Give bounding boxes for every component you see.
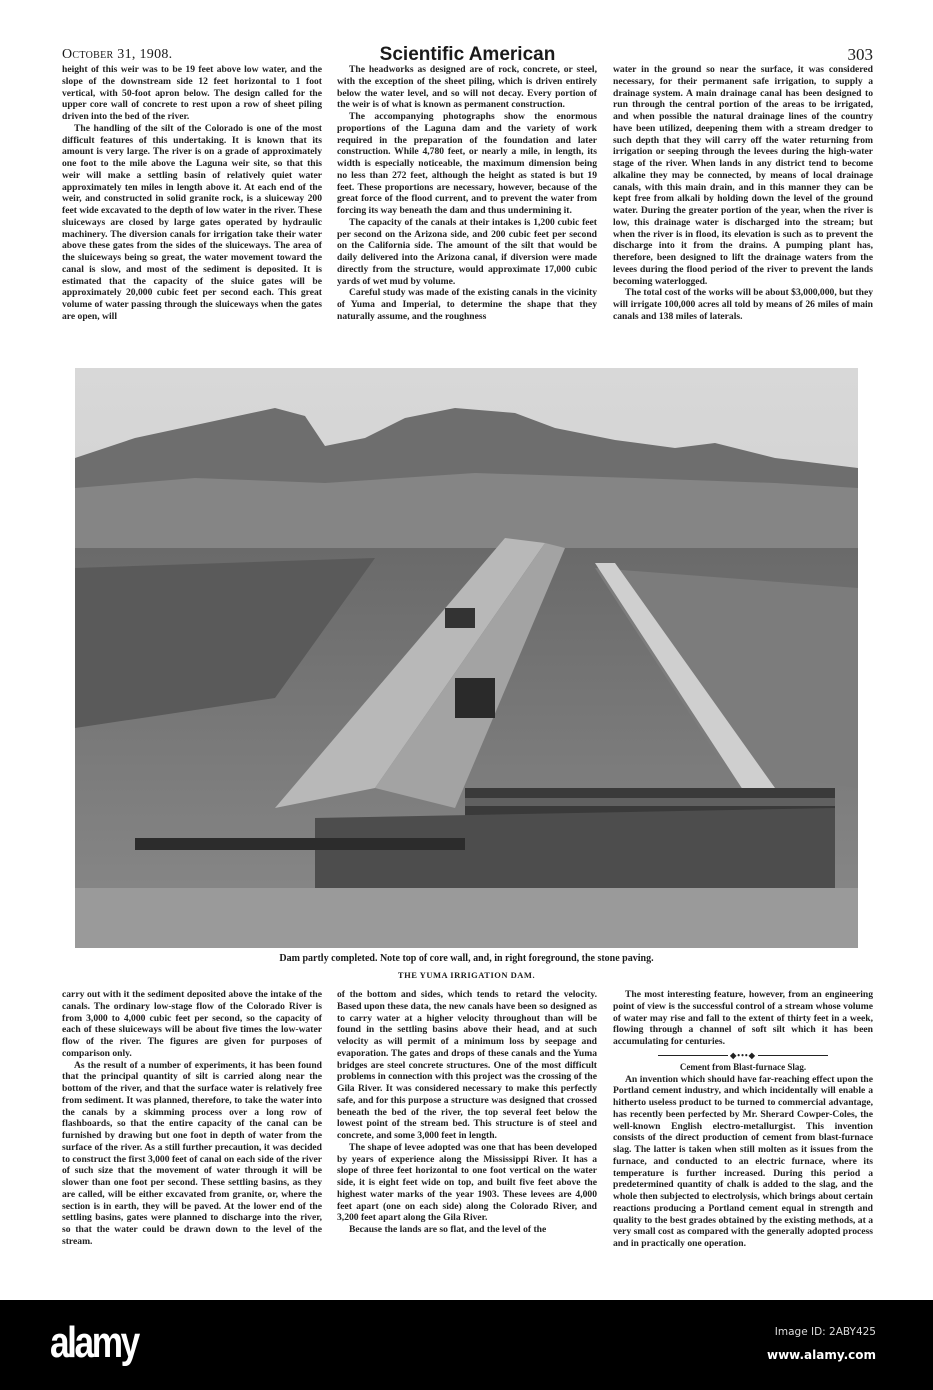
paragraph: The headworks as designed are of rock, concrete, or steel, with the exception of the sheet piling, which is driven entirely below the water level, and so will not decay. Every portion of the weir is of what is known as permanent construction. <box>337 64 597 111</box>
top-column-2 <box>337 64 597 323</box>
article-title: Cement from Blast-furnace Slag. <box>679 1061 807 1072</box>
paragraph: of the bottom and sides, which tends to retard the velocity. Based upon these data, the new canals have been so designed as to carry water at a higher velocity throughout than will be found in the settling basins above their head, and at such velocity as will permit of a minimum loss by seepage and evaporation. The gates and drops of these canals and the Yuma bridges are steel concrete structures. One of the most difficult problems in connection with this project was the crossing of the Gila River. It was considered necessary to make this perfectly safe, and for this purpose a structure was designed that crossed beneath the bed of the river, the top several feet below the lowest point of the stream bed. This structure is of steel and concrete, and some 3,000 feet in length. <box>337 989 597 1141</box>
paragraph: water in the ground so near the surface, it was considered necessary, for their permanent safe irrigation, to supply a drainage system. A main drainage canal has been designed to run through the central portion of the areas to be irrigated, and when possible the natural drainage lines of the country have been utilized, deepening them with a stream dredger to such depth that they will carry off the water returning from irrigation or seeping through the levees during the high-water stage of the river. When lands in any district tend to become alkaline they may be connected, by means of local drainage canals, with this main drain, and in this manner they can be kept free from alkali by holding down the level of the ground water. During the greater portion of the year, when the river is low, this drainage water is discharged into the stream; but when the river is in flood, its elevation is such as to prevent the discharge into it from the drains. A pumping plant has, therefore, been designed to lift the drainage waters from the levees during the flood period of the river to prevent the lands becoming waterlogged. <box>613 64 873 287</box>
bottom-column-1 <box>62 989 322 1248</box>
paragraph: The accompanying photographs show the enormous proportions of the Laguna dam and the variety of work required in the preparation of the foundation and later construction. While 4,780 feet, or nearly a mile, in length, its width is especially noticeable, the maximum dimension being no less than 272 feet, although the height as stated is but 19 feet. These proportions are necessary, however, because of the great force of the flood current, and to prevent the water from forcing its way beneath the dam and thus undermining it. <box>337 111 597 216</box>
image-id: Image ID: 2ABY425 <box>774 1326 876 1338</box>
paragraph: Because the lands are so flat, and the level of the <box>349 1224 547 1235</box>
section-divider <box>613 1052 873 1060</box>
figure-title: THE YUMA IRRIGATION DAM. <box>397 970 536 980</box>
bottom-column-3 <box>613 989 873 1250</box>
paragraph: The capacity of the canals at their intakes is 1,200 cubic feet per second on the Arizona side, and 200 cubic feet per second on the California side. The amount of the silt that would be daily delivered into the Arizona canal, if diversion were made directly from the structure, would approximate 17,000 cubic yards of wet mud by volume. <box>337 216 597 287</box>
top-column-3 <box>613 64 873 323</box>
issue-date: October 31, 1908. <box>62 47 173 62</box>
page-number: 303 <box>847 45 873 64</box>
paragraph: height of this weir was to be 19 feet above low water, and the slope of the downstream side 12 feet horizontal to 1 foot vertical, with 50-foot apron below. The design called for the upper core wall of concrete to rest upon a row of sheet piling driven into the bed of the river. <box>62 64 322 122</box>
paragraph: An invention which should have far-reaching effect upon the Portland cement industry, and which incidentally will enable a hitherto useless product to be turned to commercial advantage, has recently been perfected by Mr. Sherard Cowper-Coles, the well-known English electro-metallurgist. This invention consists of the direct production of cement from blast-furnace slag. The latter is taken when still molten as it issues from the furnace, and conducted to an electric furnace, where its temperature is further increased. During this period a predetermined quantity of chalk is added to the slag, and the whole then subjected to electrolysis, which brings about certain reactions producing a Portland cement equal in strength and quality to the best grades obtained by the existing methods, at a very small cost as compared with the generally adopted process and in practically one operation. <box>613 1073 873 1249</box>
divider-ornament: ◆•••◆ <box>730 1050 756 1060</box>
paragraph: The total cost of the works will be about $3,000,000, but they will irrigate 100,000 acres all told by means of 26 miles of main canals and 138 miles of laterals. <box>613 287 873 322</box>
masthead: Scientific American <box>379 44 556 65</box>
dam-photo-illustration <box>75 368 858 948</box>
paragraph: carry out with it the sediment deposited above the intake of the canals. The ordinary low-stage flow of the Colorado River is from 3,000 to 4,000 cubic feet per second, so the capacity of each of these sluiceways will be about five times the low-water flow of the river. The figures are given for purposes of comparison only. <box>62 989 322 1059</box>
watermark-bar <box>0 1300 933 1390</box>
paragraph: The handling of the silt of the Colorado is one of the most difficult features of this undertaking. It is known that its amount is very large. The river is on a grade of approximately one foot to the mile above the Laguna weir site, so that this weir will make a settling basin of relatively quiet water approximately ten miles in length above it. At each end of the weir, and constructed in solid granite rock, is a sluiceway 200 feet wide excavated to the depth of low water in the river. These sluiceways are closed by large gates operated by hydraulic machinery. The diversion canals for irrigation take their water above these gates from the sides of the sluiceways. The area of the sluiceways being so great, the water movement toward the canal is slow, and most of the sediment is deposited. It is estimated that the capacity of the sluice gates will be approximately 20,000 cubic feet per second each. This great volume of water passing through the sluiceways when the gates are open, will <box>62 122 322 322</box>
top-column-1 <box>62 64 322 323</box>
paragraph: Careful study was made of the existing canals in the vicinity of Yuma and Imperial, to determine the shape that they naturally assume, and the roughness <box>337 287 597 322</box>
dam-photograph <box>75 368 858 948</box>
paragraph: The shape of levee adopted was one that has been developed by years of experience along the Mississippi River. It has a slope of three feet horizontal to one foot vertical on the water side, it is eight feet wide on top, and built five feet above the highest water marks of the year 1903. These levees are 4,000 feet apart (one on each side) along the Colorado River, and 3,200 feet apart along the Gila River. <box>337 1141 597 1224</box>
figure-caption: Dam partly completed. Note top of core wall, and, in right foreground, the stone paving. <box>279 953 654 964</box>
page-header <box>62 44 873 66</box>
alamy-logo: alamy <box>50 1318 138 1367</box>
bottom-column-2 <box>337 989 597 1236</box>
paragraph: As the result of a number of experiments, it has been found that the principal quantity of silt is carried along near the bottom of the river, and that the surface water is relatively free from sediment. It was planned, therefore, to take the water into the canals by a skimming process over a long row of flashboards, so that the entire capacity of the canal can be furnished by drawing but one foot in depth of water from the surface of the river. As a still further precaution, it was decided to construct the first 3,000 feet of canal on each side of the river of such size that the movement of water through it will be slower than one foot per second. These settling basins, as they are called, will be either excavated from granite, or, where the section is in earth, they will be paved. At the lower end of the settling basins, gates were planned to discharge into the river, so that the water could be drawn down to the level of the stream. <box>62 1059 322 1247</box>
site-url: www.alamy.com <box>766 1348 876 1362</box>
paragraph: The most interesting feature, however, from an engineering point of view is the successful control of a stream whose volume of water may rise and fall to the extent of thirty feet in a week, flowing through a channel of soft silt which it has been accumulating for centuries. <box>613 989 873 1047</box>
